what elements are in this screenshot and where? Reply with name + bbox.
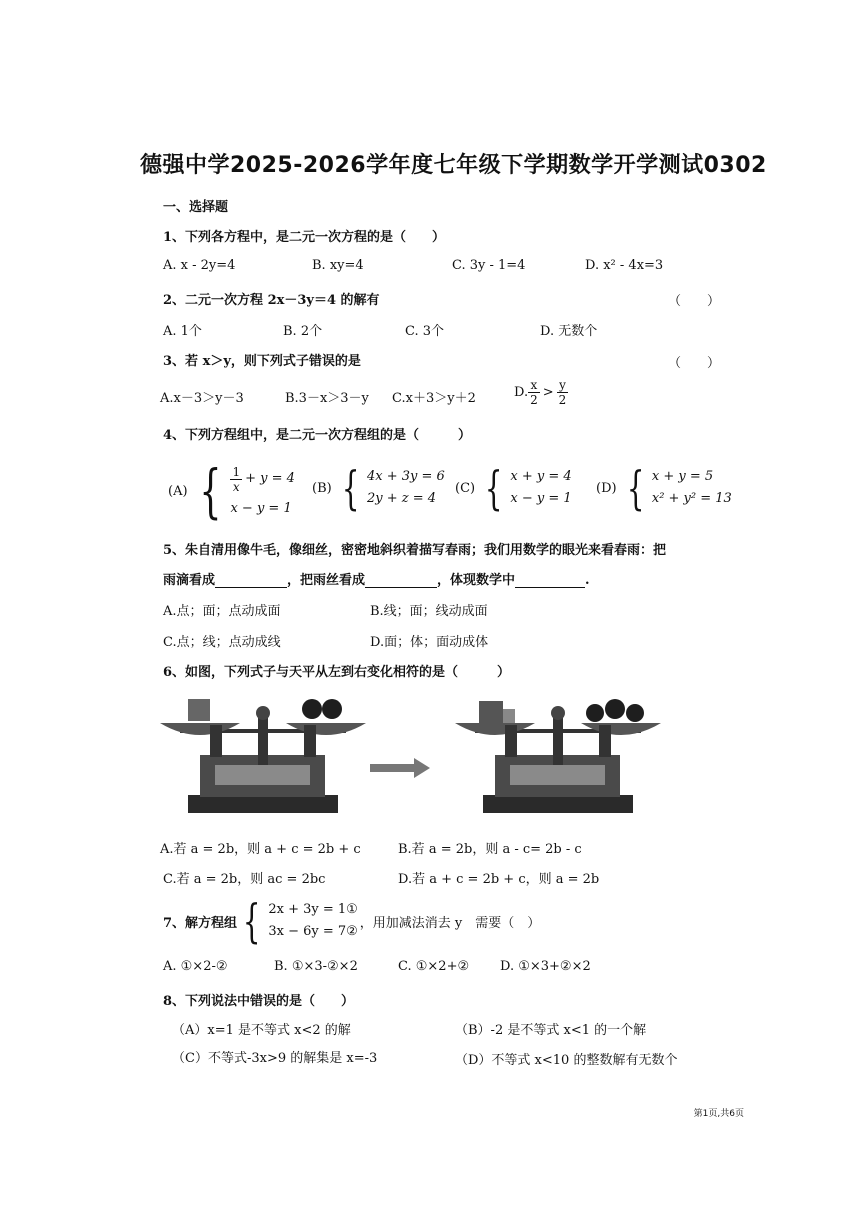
equation-lines (268, 899, 357, 943)
q1-option-d: D. x² - 4x=3 (585, 258, 664, 273)
right-arrow-icon (370, 758, 430, 778)
q8-option-b: （B）-2 是不等式 x<1 的一个解 (455, 1023, 647, 1038)
q5-option-d: D.面；体；面动成体 (370, 635, 489, 650)
q1-option-a: A. x - 2y=4 (163, 258, 236, 273)
q3-answer-paren: （ ） (668, 356, 721, 371)
q3-d-right-fraction (557, 378, 569, 407)
q6-option-d: D.若 a + c = 2b + c，则 a = 2b (398, 872, 600, 887)
question-3-stem: 3、若 x＞y，则下列式子错误的是 (163, 354, 361, 369)
q5-option-b: B.线；面；线动成面 (370, 604, 488, 619)
fraction-denominator: x (232, 479, 240, 494)
fraction-denominator: 2 (530, 393, 538, 407)
equation-rest: + y = 4 (245, 471, 295, 486)
q6-option-c: C.若 a = 2b，则 ac = 2bc (163, 872, 326, 887)
q3-option-d-label: D. (514, 385, 529, 400)
equation-lines (367, 466, 445, 510)
equation-line-1: x + y = 4 (510, 469, 572, 484)
equation-lines (652, 466, 732, 510)
q4-option-a-system (168, 457, 295, 525)
q6-option-a: A.若 a = 2b，则 a + c = 2b + c (160, 842, 361, 857)
question-1-stem: 1、下列各方程中，是二元一次方程的是（ ） (163, 230, 446, 245)
q6-option-b: B.若 a = 2b，则 a - c= 2b - c (398, 842, 582, 857)
question-2-stem: 2、二元一次方程 2x－3y＝4 的解有 (163, 293, 380, 308)
q8-option-c: （C）不等式-3x>9 的解集是 x=-3 (172, 1051, 378, 1066)
balance-scale-right-image (455, 695, 665, 820)
q7-option-d: D. ①×3+②×2 (500, 959, 591, 974)
q4-a-fraction (230, 465, 242, 494)
fraction-denominator: 2 (558, 393, 567, 407)
left-brace-icon: { (242, 894, 261, 948)
q4-option-b-label: (B) (312, 480, 332, 496)
q3-option-b: B.3－x＞3－y (285, 391, 369, 406)
left-brace-icon: { (626, 461, 645, 515)
q5-text-a: 雨滴看成 (163, 573, 216, 588)
question-5-line-1: 5、朱自清用像牛毛，像细丝，密密地斜织着描写春雨；我们用数学的眼光来看春雨：把 (163, 543, 667, 558)
equation-line-2: 2y + z = 4 (366, 491, 437, 506)
q7-option-b: B. ①×3-②×2 (274, 959, 358, 974)
answer-blank-3[interactable] (515, 575, 585, 588)
question-7-stem (163, 894, 541, 948)
fraction-numerator: 1 (232, 464, 241, 479)
q2-option-d: D. 无数个 (540, 324, 598, 339)
section-heading: 一、选择题 (163, 200, 229, 215)
equation-line-1: 4x + 3y = 6 (366, 469, 445, 484)
q3-option-d (514, 378, 568, 407)
equation-line-2: x − y = 1 (510, 491, 572, 506)
q5-text-c: ，体现数学中 (437, 573, 516, 588)
left-brace-icon: { (341, 461, 360, 515)
answer-blank-1[interactable] (215, 575, 287, 588)
left-brace-icon: { (484, 461, 503, 515)
q8-option-d: （D）不等式 x<10 的整数解有无数个 (455, 1053, 678, 1068)
question-6-stem: 6、如图，下列式子与天平从左到右变化相符的是（ ） (163, 665, 511, 680)
q7-option-a: A. ①×2-② (163, 959, 228, 974)
equation-line-2: x² + y² = 13 (651, 491, 732, 506)
q2-option-a: A. 1个 (163, 324, 202, 339)
equation-line-1: 2x + 3y = 1① (268, 902, 358, 917)
q3-d-operator: > (542, 385, 554, 400)
equation-line-2: 3x − 6y = 7② (268, 924, 358, 939)
fraction-numerator: x (528, 378, 540, 393)
q7-option-c: C. ①×2+② (398, 959, 470, 974)
left-brace-icon: { (198, 457, 222, 525)
q4-option-c-system (455, 461, 572, 515)
q2-option-b: B. 2个 (283, 324, 323, 339)
q8-option-a: （A）x=1 是不等式 x<2 的解 (172, 1023, 351, 1038)
q3-option-a: A.x－3＞y－3 (160, 391, 244, 406)
q5-text-b: ，把雨丝看成 (287, 573, 366, 588)
equation-lines (510, 466, 571, 510)
q7-text-pre: 7、解方程组 (163, 915, 238, 931)
exam-title: 德强中学2025-2026学年度七年级下学期数学开学测试0302 (140, 153, 767, 178)
q4-option-c-label: (C) (455, 480, 476, 496)
page-number: 第1页,共6页 (693, 1109, 744, 1119)
q3-option-c: C.x＋3＞y＋2 (392, 391, 476, 406)
fraction-numerator: y (557, 378, 569, 393)
q7-text-post: ，用加减法消去 y 需要（ ） (359, 915, 541, 931)
question-8-stem: 8、下列说法中错误的是（ ） (163, 994, 355, 1009)
q5-option-c: C.点；线；点动成线 (163, 635, 281, 650)
question-5-line-2 (163, 569, 590, 588)
equation-lines (230, 465, 294, 518)
equation-line-1 (230, 465, 294, 494)
q2-option-c: C. 3个 (405, 324, 445, 339)
answer-blank-2[interactable] (365, 575, 437, 588)
q4-option-d-system (596, 461, 732, 515)
q1-option-b: B. xy=4 (312, 258, 364, 273)
q2-answer-paren: （ ） (668, 294, 721, 309)
equation-line-1: x + y = 5 (651, 469, 714, 484)
q3-d-left-fraction (528, 378, 540, 407)
q5-text-d: . (585, 573, 590, 588)
q4-option-d-label: (D) (596, 480, 617, 496)
q4-option-a-label: (A) (168, 483, 188, 499)
equation-line-2: x − y = 1 (230, 500, 292, 516)
q5-option-a: A.点；面；点动成面 (163, 604, 281, 619)
q1-option-c: C. 3y - 1=4 (452, 258, 526, 273)
balance-scale-left-image (160, 695, 370, 820)
q4-option-b-system (312, 461, 445, 515)
question-4-stem: 4、下列方程组中，是二元一次方程组的是（ ） (163, 428, 472, 443)
